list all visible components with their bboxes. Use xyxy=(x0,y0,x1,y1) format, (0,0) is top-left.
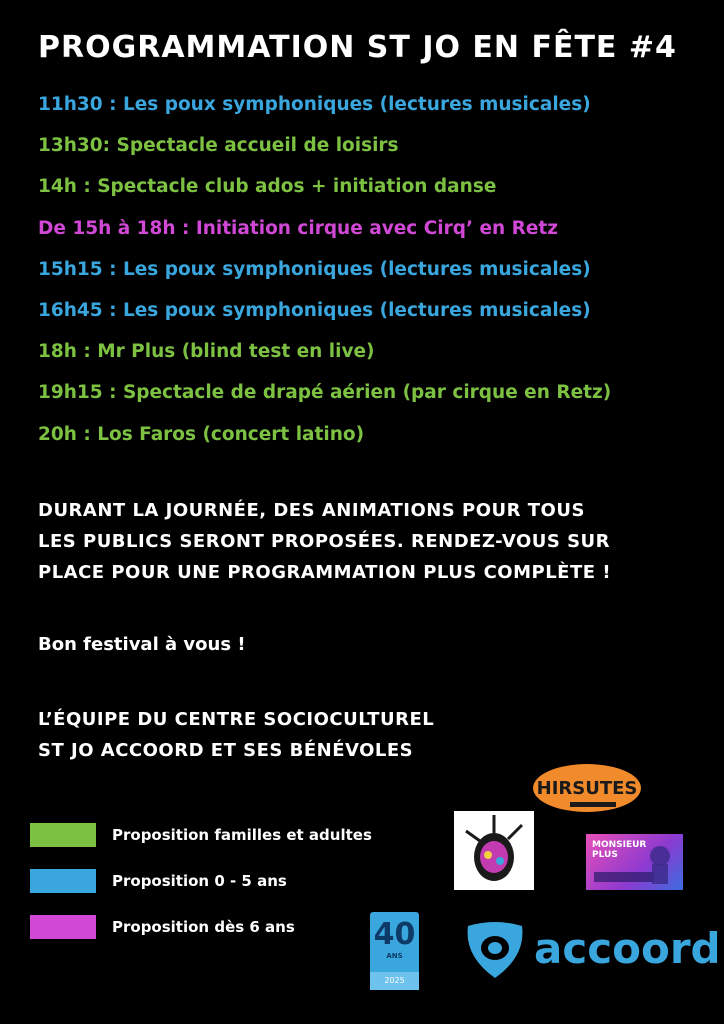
program-item: De 15h à 18h : Initiation cirque avec Cirq’ en Retz xyxy=(38,217,559,239)
color-legend xyxy=(30,812,372,950)
balloon-logo xyxy=(454,811,534,890)
program-item: 11h30 : Les poux symphoniques (lectures musicales) xyxy=(38,94,591,115)
accoord-logo xyxy=(460,918,721,980)
program-item: 18h : Mr Plus (blind test en live) xyxy=(38,341,375,363)
hirsutes-logo xyxy=(530,758,645,818)
program-item: 16h45 : Les poux symphoniques (lectures musicales) xyxy=(38,299,591,321)
page-title: PROGRAMMATION ST JO EN FÊTE #4 xyxy=(38,30,677,65)
program-list xyxy=(38,88,698,459)
program-item: 19h15 : Spectacle de drapé aérien (par cirque en Retz) xyxy=(38,382,612,404)
legend-swatch xyxy=(30,823,96,847)
announcement-text: DURANT LA JOURNÉE, DES ANIMATIONS POUR TOUS LES PUBLICS SERONT PROPOSÉES. RENDEZ-VOUS SUR PLACE POUR UNE PROGRAMMATION PLUS COMPLÈTE ! xyxy=(38,500,612,583)
closing-text: Bon festival à vous ! xyxy=(38,634,246,655)
legend-swatch xyxy=(30,869,96,893)
legend-item xyxy=(30,904,372,950)
legend-item xyxy=(30,812,372,858)
hirsutes-logo-text: HIRSUTES xyxy=(536,778,638,799)
forty-years-logo xyxy=(370,912,419,990)
legend-label: Proposition dès 6 ans xyxy=(112,918,295,936)
forty-years-number: 40 xyxy=(373,917,416,952)
monsieur-plus-logo xyxy=(586,834,683,890)
program-item: 13h30: Spectacle accueil de loisirs xyxy=(38,135,399,157)
program-item: 20h : Los Faros (concert latino) xyxy=(38,423,365,445)
forty-years-ans: ANS xyxy=(386,952,403,960)
team-signature: L’ÉQUIPE DU CENTRE SOCIOCULTUREL ST JO ACCOORD ET SES BÉNÉVOLES xyxy=(38,709,435,761)
legend-label: Proposition 0 - 5 ans xyxy=(112,872,287,890)
accoord-wordmark: accoord xyxy=(534,924,721,973)
accoord-shield-icon xyxy=(460,920,530,982)
forty-years-year: 2025 xyxy=(370,972,419,990)
monsieur-plus-logo-text: MONSIEUR PLUS xyxy=(592,840,647,860)
program-item: 15h15 : Les poux symphoniques (lectures musicales) xyxy=(38,258,591,280)
program-item: 14h : Spectacle club ados + initiation danse xyxy=(38,176,497,198)
legend-label: Proposition familles et adultes xyxy=(112,826,372,844)
legend-item xyxy=(30,858,372,904)
legend-swatch xyxy=(30,915,96,939)
